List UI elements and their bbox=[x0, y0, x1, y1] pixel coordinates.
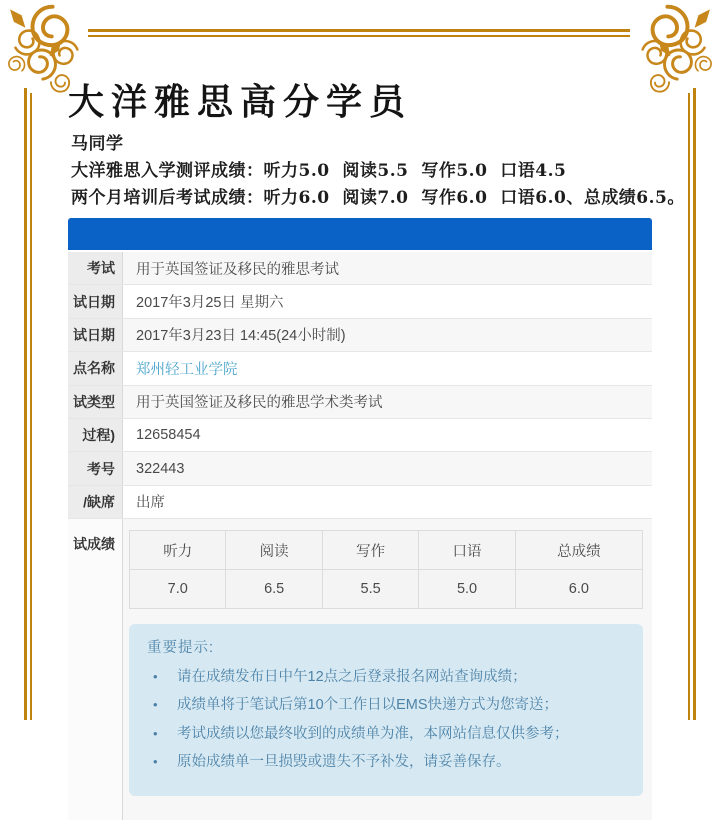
notice-item bbox=[147, 691, 625, 719]
result-row bbox=[68, 486, 652, 519]
row-label: 试日期 bbox=[68, 319, 123, 351]
result-row bbox=[68, 386, 652, 419]
row-label: 考试 bbox=[68, 252, 123, 284]
row-label: 试类型 bbox=[68, 386, 123, 418]
right-border-line-outer bbox=[693, 88, 696, 720]
row-label: /缺席 bbox=[68, 486, 123, 518]
top-border-line-thin bbox=[88, 35, 630, 37]
score-value-cell: 7.0 bbox=[130, 570, 226, 609]
bullet-icon: • bbox=[153, 753, 158, 769]
student-name: 马同学 bbox=[71, 134, 124, 154]
notice-item-text: 请在成绩发布日中午12点之后登录报名网站查询成绩； bbox=[177, 669, 527, 686]
score-row-label: 试成绩 bbox=[68, 519, 123, 820]
page-title: 大洋雅思高分学员 bbox=[68, 81, 413, 123]
score-value-cell: 6.0 bbox=[515, 570, 642, 609]
row-value: 2017年3月25日 星期六 bbox=[123, 285, 652, 317]
score-header-cell: 总成绩 bbox=[515, 531, 642, 570]
result-row bbox=[68, 285, 652, 318]
row-value: 用于英国签证及移民的雅思学术类考试 bbox=[123, 386, 652, 418]
notice-list bbox=[147, 663, 625, 776]
notice-item bbox=[147, 748, 625, 776]
notice-box bbox=[129, 624, 643, 796]
results-screenshot bbox=[68, 212, 652, 820]
top-border-line-thick bbox=[88, 29, 630, 32]
results-table bbox=[68, 252, 652, 519]
entry-scores-line: 大洋雅思入学测评成绩：听力5.0 阅读5.5 写作5.0 口语4.5 bbox=[71, 161, 567, 181]
corner-flourish-top-right bbox=[625, 2, 717, 94]
bullet-icon: • bbox=[153, 697, 158, 713]
score-value-cell: 5.5 bbox=[322, 570, 418, 609]
right-border-line-inner bbox=[688, 93, 690, 720]
notice-title: 重要提示: bbox=[147, 640, 215, 657]
notice-item bbox=[147, 663, 625, 691]
notice-item-text: 成绩单将于笔试后第10个工作日以EMS快递方式为您寄送； bbox=[177, 697, 559, 714]
result-row bbox=[68, 319, 652, 352]
score-value-cell: 6.5 bbox=[226, 570, 322, 609]
row-value: 12658454 bbox=[123, 419, 652, 451]
row-value: 出席 bbox=[123, 486, 652, 518]
left-border-line-outer bbox=[24, 88, 27, 720]
score-row-content bbox=[123, 519, 652, 820]
score-header-cell: 口语 bbox=[419, 531, 515, 570]
result-row bbox=[68, 452, 652, 485]
result-row bbox=[68, 352, 652, 385]
score-row bbox=[68, 519, 652, 820]
row-label: 考号 bbox=[68, 452, 123, 484]
row-value: 322443 bbox=[123, 452, 652, 484]
score-header-cell: 听力 bbox=[130, 531, 226, 570]
score-value-cell: 5.0 bbox=[419, 570, 515, 609]
after-training-scores-line: 两个月培训后考试成绩：听力6.0 阅读7.0 写作6.0 口语6.0、总成绩6.5。 bbox=[71, 188, 685, 208]
bullet-icon: • bbox=[153, 725, 158, 741]
row-label: 点名称 bbox=[68, 352, 123, 384]
notice-item-text: 考试成绩以您最终收到的成绩单为准，本网站信息仅供参考； bbox=[177, 725, 569, 742]
results-header-bar bbox=[68, 218, 652, 250]
notice-item-text: 原始成绩单一旦损毁或遗失不予补发，请妥善保存。 bbox=[177, 753, 511, 770]
result-row bbox=[68, 252, 652, 285]
score-header-cell: 阅读 bbox=[226, 531, 322, 570]
score-header-cell: 写作 bbox=[322, 531, 418, 570]
row-label: 过程) bbox=[68, 419, 123, 451]
row-label: 试日期 bbox=[68, 285, 123, 317]
notice-item bbox=[147, 720, 625, 748]
row-value: 用于英国签证及移民的雅思考试 bbox=[123, 252, 652, 284]
row-value: 2017年3月23日 14:45(24小时制) bbox=[123, 319, 652, 351]
bullet-icon: • bbox=[153, 669, 158, 685]
scores-table bbox=[129, 530, 643, 609]
test-centre-link[interactable]: 郑州轻工业学院 bbox=[123, 352, 652, 384]
result-row bbox=[68, 419, 652, 452]
left-border-line-inner bbox=[30, 93, 32, 720]
